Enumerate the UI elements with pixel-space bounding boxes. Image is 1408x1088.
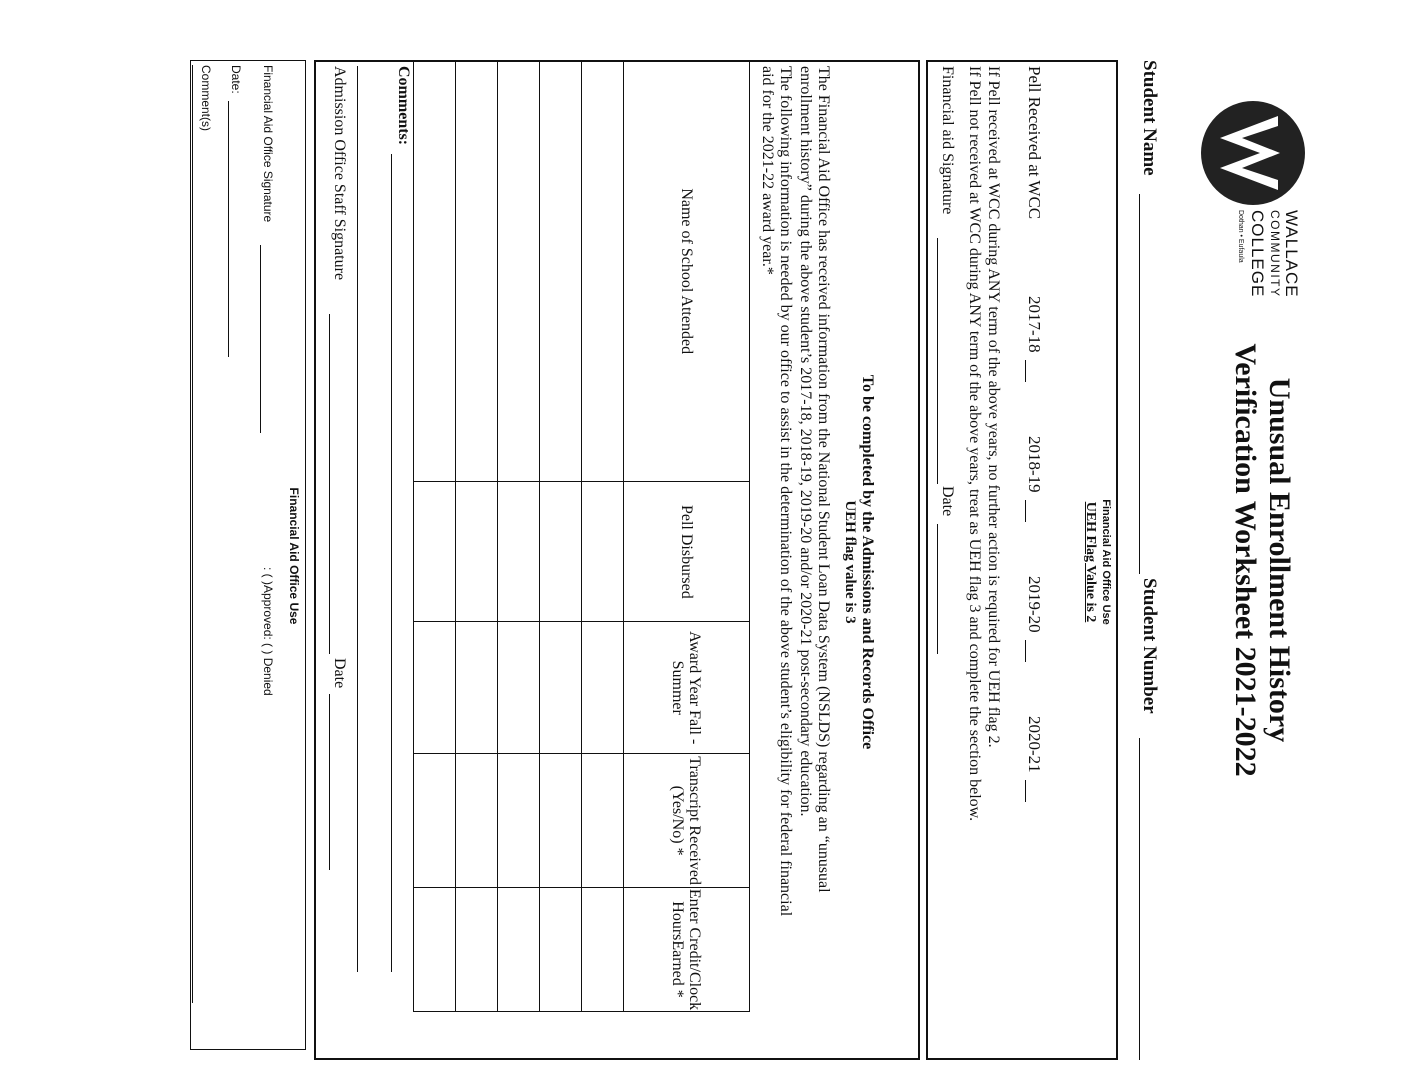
transcript-cell[interactable] [414,754,456,888]
comments-label: Comments: [395,66,412,146]
student-number-label: Student Number [1139,578,1160,714]
school-history-table [413,60,750,1012]
column-award-year: Award Year Fall - Summer [624,622,750,754]
financial-aid-signature-line[interactable] [937,238,938,484]
ueh-flag-2-title: UEH Flag Value is 2 [1083,501,1098,623]
school-name-cell[interactable] [414,61,456,482]
logo-line-1: WALLACE [1282,210,1301,298]
table-header-row [624,61,750,1012]
financial-aid-date-line[interactable] [937,524,938,654]
award-year-cell[interactable] [582,622,624,754]
student-number-line[interactable] [1139,738,1140,1060]
approval-status-label: : ( )Approved: ( ) Denied [261,567,275,696]
fa-office-signature-label: Financial Aid Office Signature [261,65,275,223]
ueh-flag-3-title: UEH flag value is 3 [842,500,858,624]
year-2019-20: 2019-20 [1025,576,1044,633]
year-2017-18-line[interactable] [1025,360,1026,382]
year-2018-19-line[interactable] [1025,500,1026,522]
transcript-cell[interactable] [540,754,582,888]
award-year-cell[interactable] [414,622,456,754]
school-name-cell[interactable] [498,61,540,482]
worksheet-page [72,60,1308,1060]
table-row [540,61,582,1012]
table-row [456,61,498,1012]
credit-hours-cell[interactable] [456,888,498,1012]
fa-office-date-line[interactable] [228,101,229,357]
financial-aid-signature-label: Financial aid Signature [939,66,956,215]
pell-disbursed-cell[interactable] [540,482,582,622]
school-name-cell[interactable] [582,61,624,482]
column-school-name: Name of School Attended [624,61,750,482]
student-name-label: Student Name [1139,60,1160,176]
staff-date-line[interactable] [329,694,330,870]
column-transcript-received: Transcript Received (Yes/No) * [624,754,750,888]
pell-note-2: If Pell not received at WCC during ANY term of the above years, treat as UEH flag 3 and complete the section below. [966,66,983,822]
table-row [582,61,624,1012]
student-name-line[interactable] [1139,194,1140,574]
logo-line-2: COMMUNITY [1268,210,1282,298]
comments-line-1[interactable] [391,154,392,972]
transcript-cell[interactable] [582,754,624,888]
pell-disbursed-cell[interactable] [414,482,456,622]
fa-office-use-box [190,60,306,1050]
award-year-cell[interactable] [540,622,582,754]
year-2018-19: 2018-19 [1025,436,1044,493]
credit-hours-cell[interactable] [414,888,456,1012]
admissions-section-title: To be completed by the Admissions and Records Office [859,374,876,750]
year-2020-21-line[interactable] [1025,780,1026,802]
fa-office-comments-label: Comment(s) [199,65,213,132]
pell-note-1: If Pell received at WCC during ANY term of the above years, no further action is required for UEH flag 2. [985,66,1002,748]
nslds-paragraph: The Financial Aid Office has received information from the National Student Loan Data System (NSLDS) regarding an “unusual enrollment history” during the above student’s 2017-18, 2018-19, 2019-20 and/or 2020-21 post-secondary education. [797,66,832,893]
logo-tagline: Dothan • Eufaula [1237,210,1244,263]
school-name-cell[interactable] [540,61,582,482]
fa-office-use-title: Financial Aid Office Use [287,487,301,625]
transcript-cell[interactable] [456,754,498,888]
pell-disbursed-cell[interactable] [582,482,624,622]
column-pell-disbursed: Pell Disbursed [624,482,750,622]
ueh-flag-3-box [314,60,920,1060]
table-row [498,61,540,1012]
credit-hours-cell[interactable] [498,888,540,1012]
fa-office-signature-line[interactable] [260,245,261,433]
credit-hours-cell[interactable] [582,888,624,1012]
fa-office-use-label: Financial Aid Office Use [1100,499,1112,625]
logo-line-3: COLLEGE [1248,210,1267,298]
column-credit-hours: Enter Credit/Clock HoursEarned * [624,888,750,1012]
year-2020-21: 2020-21 [1025,716,1044,773]
credit-hours-cell[interactable] [540,888,582,1012]
table-row [414,61,456,1012]
award-year-cell[interactable] [456,622,498,754]
information-needed-paragraph: The following information is needed by our office to assist in the determination of the above student’s eligibility for federal financial aid for the 2021-22 award year.* [759,66,794,917]
fa-office-comments-line[interactable] [192,65,193,1003]
year-2017-18: 2017-18 [1025,296,1044,353]
pell-disbursed-cell[interactable] [456,482,498,622]
ueh-flag-2-box [926,60,1118,1060]
pell-received-label: Pell Received at WCC [1025,66,1044,220]
staff-signature-line[interactable] [329,314,330,654]
staff-signature-label: Admission Office Staff Signature [331,66,348,281]
pell-disbursed-cell[interactable] [498,482,540,622]
staff-date-label: Date [331,658,348,689]
school-name-cell[interactable] [456,61,498,482]
transcript-cell[interactable] [498,754,540,888]
award-year-cell[interactable] [498,622,540,754]
year-2019-20-line[interactable] [1025,640,1026,662]
fa-office-date-label: Date: [229,65,243,94]
page-title-line-2: Verification Worksheet 2021-2022 [1229,343,1262,777]
page-title-line-1: Unusual Enrollment History [1263,377,1296,743]
financial-aid-date-label: Date [939,486,956,517]
comments-line-2[interactable] [357,66,358,972]
